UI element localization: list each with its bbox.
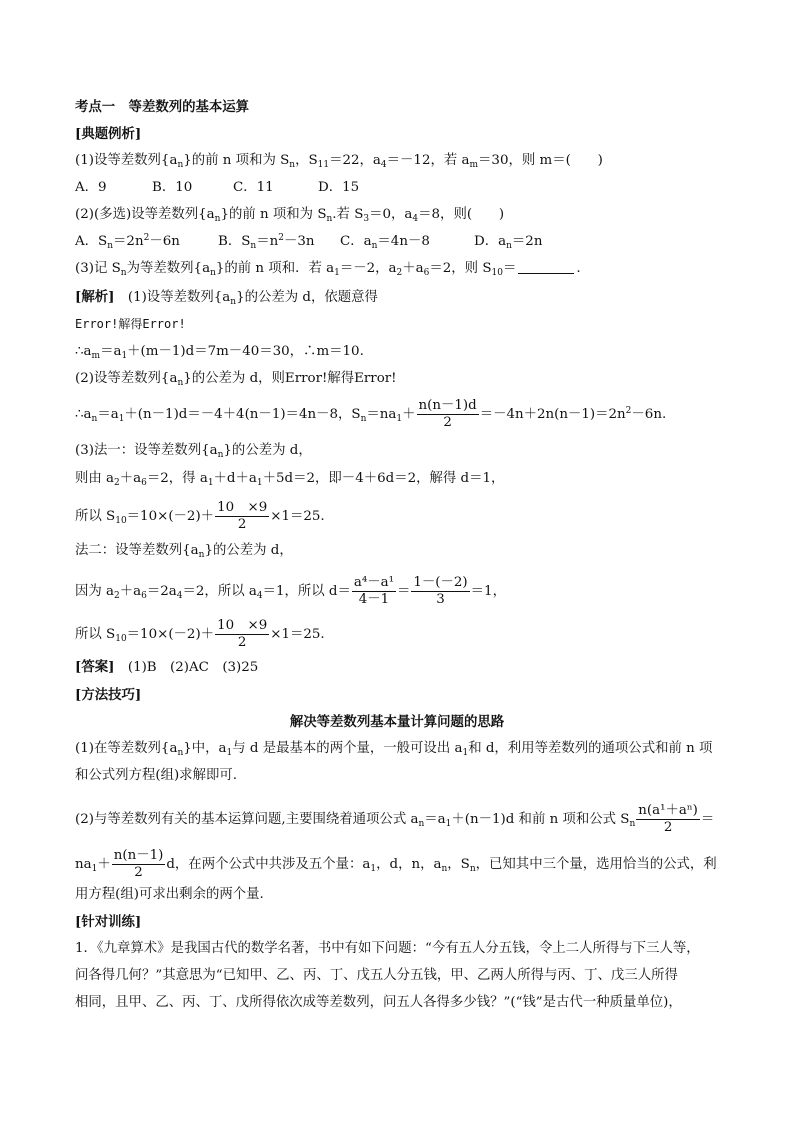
q1-option-d: D．15 [318, 180, 360, 195]
analysis-line-10: 因为 $a_2+a_6=2a_4=2$，所以 $a_4=1$，所以 d＝ $\frac{\text{a⁴－a¹}}{4-1}$ ＝ $\frac{1-(-2)}{3}$ ＝1， [75, 575, 506, 607]
method-p2-line-1: (2)与等差数列有关的基本运算问题,主要围绕着通项公式 $a_n=a_1+(n-1)d$ 和前 n 项和公式 $S_n$ $\frac{\text{n(a¹＋aⁿ)}}{2}$ ＝ [75, 803, 715, 835]
question-3: (3)记 $S_n$为等差数列$\{a_n\}$的前 n 项和．若 $a_1=-2$，$a_2+a_6=2$，则 $S_{10}=$ . [75, 261, 581, 278]
practice-line-3: 相同，且甲、乙、丙、丁、戊所得依次成等差数列，问五人各得多少钱？”(“钱”是古代一种质量单位)， [75, 995, 682, 1010]
fraction-s10-b: $\frac{10 \times 9}{2}$ [217, 618, 268, 650]
q2-option-b: B．$S_n=n^2-3n$ [218, 233, 315, 251]
q1-option-b: B．10 [152, 180, 193, 195]
practice-line-2: 问各得几何？”其意思为“已知甲、乙、丙、丁、戊五人分五钱，甲、乙两人所得与丙、丁、戊三人所得 [75, 968, 678, 983]
analysis-line-5: $\therefore a_n=a_1+(n-1)d=-4+4(n-1)=4n-8$，$S_n=na_1+$ $\frac{n(n-1)d}{2}$ $=-4n+2n(n-1)=2n^2-6n$. [75, 398, 667, 430]
answer-blank [518, 261, 574, 274]
q1-option-a: A．9 [75, 180, 107, 195]
question-1: (1)设等差数列$\{a_n\}$的前 n 项和为 $S_n$，$S_{11}=22$，$a_4=-12$，若 $a_m=30$，则 m＝( ) [75, 153, 603, 170]
q1-option-c: C．11 [233, 180, 274, 195]
q2-option-d: D．$a_n=2n$ [474, 234, 543, 251]
method-p2-line-3: 用方程(组)可求出剩余的两个量. [75, 887, 264, 902]
method-header: [方法技巧] [75, 687, 142, 703]
method-p2-line-2: $na_1+$ $\frac{n(n-1)}{2}$ d，在两个公式中共涉及五个量：$a_1$，d，n，$a_n$，$S_n$，已知其中三个量，选用恰当的公式，利 [75, 848, 717, 880]
method-p1-line-2: 和公式列方程(组)求解即可. [75, 768, 238, 783]
analysis-line-3: $\therefore a_m=a_1+(m-1)d=7m-40=30$，∴m＝10. [75, 344, 364, 361]
q2-option-a: A．$S_n=2n^2-6n$ [75, 233, 180, 251]
method-p1-line-1: (1)在等差数列$\{a_n\}$中，$a_1$与 d 是最基本的两个量，一般可设出 $a_1$和 d，利用等差数列的通项公式和前 n 项 [75, 741, 713, 758]
practice-line-1: 1．《九章算术》是我国古代的数学名著，书中有如下问题：“今有五人分五钱，令上二人所得与下三人等， [75, 941, 700, 956]
analysis-line-6: (3)法一：设等差数列$\{a_n\}$的公差为 d， [75, 443, 312, 460]
answer-line: [答案] (1)B (2)AC (3)25 [75, 659, 259, 675]
fraction-sum-formula: $\frac{\text{n(a¹＋aⁿ)}}{2}$ [638, 803, 698, 835]
question-2: (2)(多选)设等差数列$\{a_n\}$的前 n 项和为 $S_n$.若 $S_3=0$，$a_4=8$，则( ) [75, 207, 505, 224]
fraction-sn: $\frac{n(n-1)d}{2}$ [418, 398, 477, 430]
analysis-line-2: Error!解得Error! [75, 317, 186, 331]
practice-header: [针对训练] [75, 914, 142, 930]
method-title: 解决等差数列基本量计算问题的思路 [289, 714, 505, 730]
analysis-line-11: 所以 $S_{10}=10\times(-2)+$ $\frac{10 \times 9}{2}$ ×1＝25. [75, 618, 325, 650]
analysis-line-7: 则由 $a_2+a_6=2$，得 $a_1+d+a_1+5d=2$，即－4＋6d＝2，解得 d＝1， [75, 471, 505, 488]
analysis-line-9: 法二：设等差数列$\{a_n\}$的公差为 d， [75, 543, 293, 560]
section-title: 考点一 等差数列的基本运算 [75, 99, 250, 115]
q2-option-c: C．$a_n=4n-8$ [340, 234, 430, 251]
fraction-d-1: $\frac{\text{a⁴－a¹}}{4-1}$ [353, 575, 394, 607]
example-header: [典题例析] [75, 126, 142, 142]
fraction-s10-a: $\frac{10 \times 9}{2}$ [217, 500, 268, 532]
analysis-line-8: 所以 $S_{10}=10\times(-2)+$ $\frac{10 \times 9}{2}$ ×1＝25. [75, 500, 325, 532]
analysis-line-4: (2)设等差数列$\{a_n\}$的公差为 d，则Error!解得Error! [75, 371, 397, 388]
analysis-line-1: [解析] (1)设等差数列$\{a_n\}$的公差为 d，依题意得 [75, 289, 378, 307]
fraction-nn1: $\frac{n(n-1)}{2}$ [113, 848, 164, 880]
fraction-d-2: $\frac{1-(-2)}{3}$ [413, 575, 468, 607]
